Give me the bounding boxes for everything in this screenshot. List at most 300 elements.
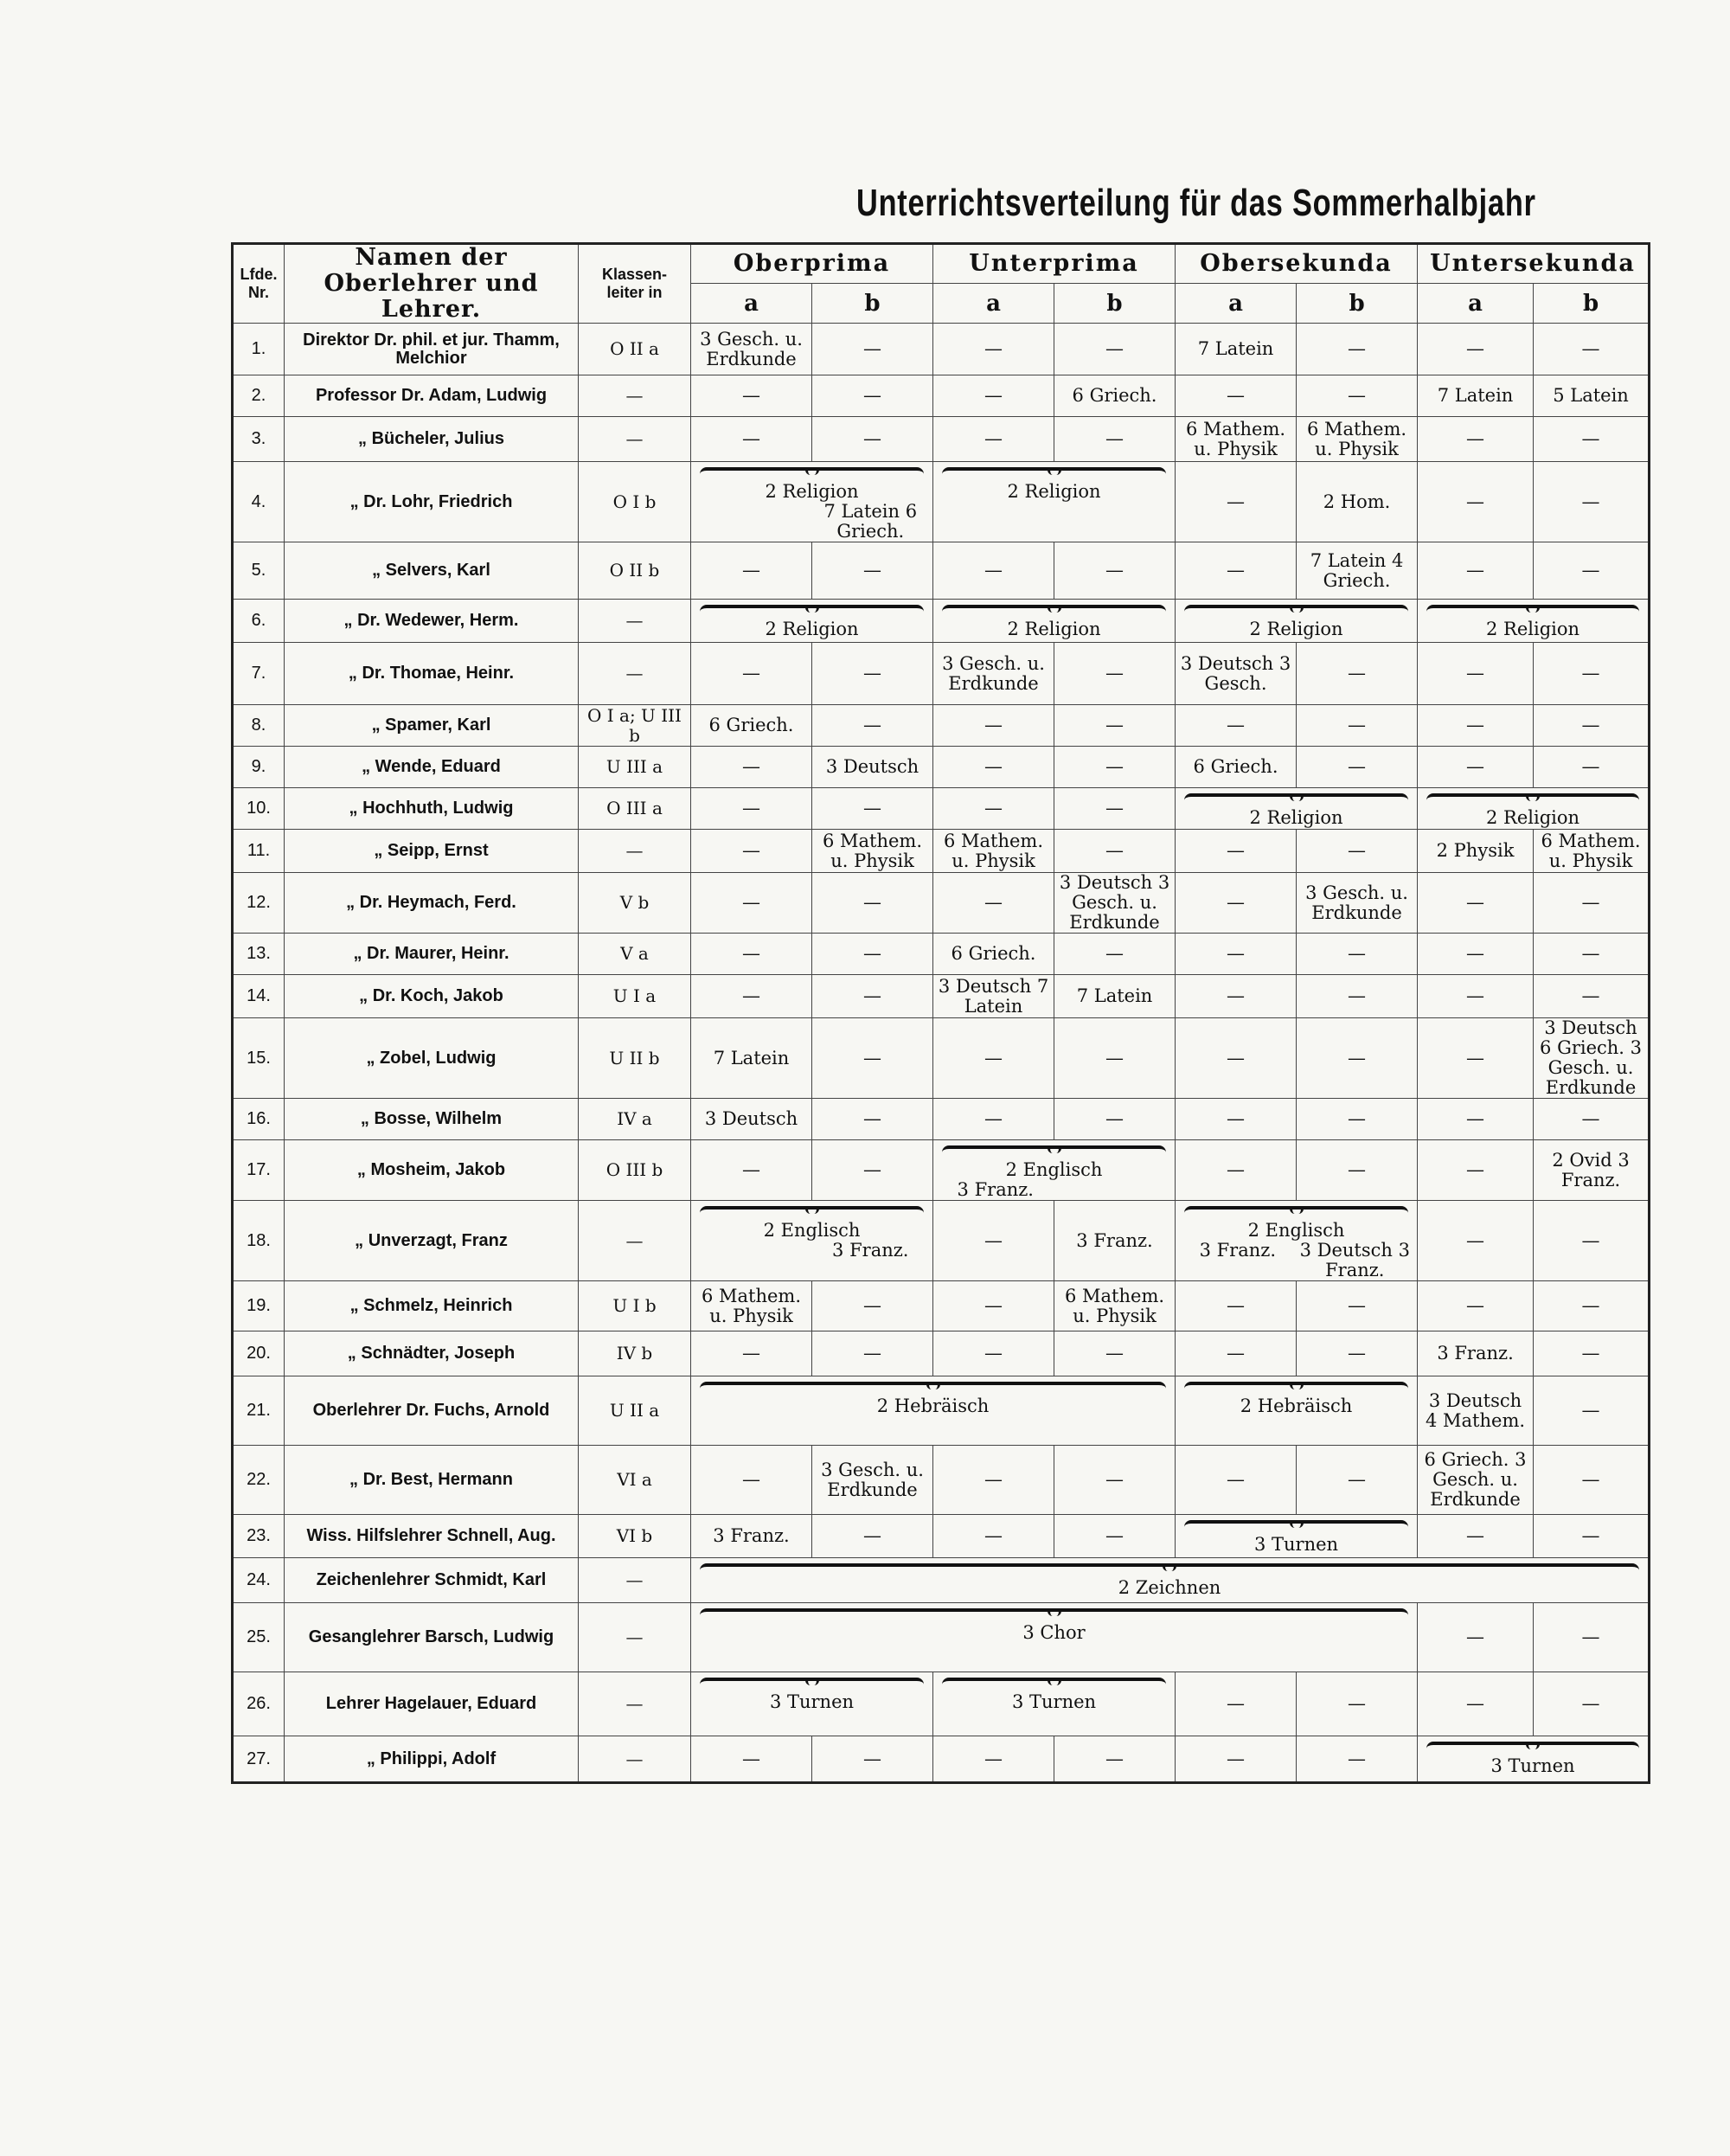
cell-a	[1176, 934, 1297, 975]
cell-text: —	[1348, 1748, 1367, 1769]
cell-b	[1534, 1281, 1650, 1331]
cell-text: 2 Religion	[1249, 619, 1343, 639]
cell-b	[812, 788, 933, 830]
cell-text: —	[1581, 1469, 1600, 1490]
cell-b	[1534, 375, 1650, 417]
row-number	[233, 1736, 285, 1783]
cell-a	[1418, 1331, 1534, 1376]
cell-b	[812, 1099, 933, 1140]
cell-text: —	[863, 1343, 881, 1364]
cell-text: 6 Griech.	[951, 943, 1036, 964]
cell-text: —	[984, 1748, 1003, 1769]
cell-text: —	[1466, 1295, 1485, 1316]
cell-b	[1534, 1446, 1650, 1515]
cell-text: 2 Religion	[1007, 481, 1101, 502]
cell-a	[691, 375, 812, 417]
teacher-name	[285, 324, 579, 375]
cell-text: 4.	[251, 491, 266, 511]
teacher-name	[285, 1736, 579, 1783]
cell-text: —	[1466, 892, 1485, 913]
cell-a	[1418, 375, 1534, 417]
row-number	[233, 600, 285, 643]
teacher-name	[285, 1201, 579, 1281]
header-sub-b: b	[1534, 284, 1650, 324]
teacher-name	[285, 705, 579, 747]
class-leader	[579, 788, 691, 830]
class-leader	[579, 1140, 691, 1201]
cell-a	[1176, 1281, 1297, 1331]
cell-text: —	[863, 1295, 881, 1316]
class-leader	[579, 975, 691, 1018]
class-leader	[579, 1099, 691, 1140]
span-cell	[933, 1672, 1176, 1736]
cell-b	[1534, 1140, 1650, 1201]
cell-text: —	[1581, 985, 1600, 1006]
teacher-name	[285, 1446, 579, 1515]
cell-text: Oberlehrer Dr. Fuchs, Arnold	[312, 1401, 550, 1420]
cell-a	[691, 830, 812, 873]
sub-row	[695, 502, 929, 542]
teacher-name	[285, 1376, 579, 1446]
cell-text: —	[1227, 715, 1246, 735]
cell-a	[1418, 643, 1534, 705]
table-row	[233, 934, 1650, 975]
cell-a	[1418, 934, 1534, 975]
cell-text: —	[1348, 1108, 1367, 1129]
table-row	[233, 1446, 1650, 1515]
cell-text: 3 Gesch. u. Erdkunde	[1305, 882, 1408, 923]
table-row	[233, 1331, 1650, 1376]
cell-text: 9.	[251, 757, 266, 776]
cell-text: „ Schnädter, Joseph	[347, 1344, 516, 1363]
cell-text: 3 Franz.	[1437, 1343, 1514, 1364]
cell-a	[1176, 1140, 1297, 1201]
cell-text: 26.	[247, 1694, 271, 1713]
cell-text: 2 Englisch	[1247, 1220, 1345, 1241]
teacher-name	[285, 417, 579, 462]
cell-a	[933, 643, 1054, 705]
cell-text: —	[742, 798, 760, 818]
cell-a	[1418, 830, 1534, 873]
span-cell	[691, 1603, 1418, 1672]
cell-b	[812, 1140, 933, 1201]
table-row	[233, 324, 1650, 375]
row-number	[233, 1099, 285, 1140]
cell-text: „ Dr. Lohr, Friedrich	[349, 491, 513, 511]
cell-a	[933, 542, 1054, 600]
cell-text: —	[1227, 1343, 1246, 1364]
cell-b	[1297, 1099, 1418, 1140]
cell-text: 3 Franz.	[713, 1525, 790, 1546]
cell-a	[1418, 1140, 1534, 1201]
cell-text: —	[984, 1343, 1003, 1364]
cell-text: —	[1466, 1693, 1485, 1714]
row-number	[233, 1140, 285, 1201]
cell-text: 2 Hebräisch	[876, 1396, 990, 1416]
cell-text: 11.	[247, 841, 271, 860]
cell-text: —	[1348, 756, 1367, 777]
class-leader	[579, 542, 691, 600]
span-cell	[1176, 1376, 1418, 1446]
cell-text: Wiss. Hilfslehrer Schnell, Aug.	[306, 1526, 556, 1545]
cell-text: —	[1348, 985, 1367, 1006]
cell-a	[1176, 1736, 1297, 1783]
cell-text: 8.	[251, 715, 266, 735]
cell-a	[933, 934, 1054, 975]
cell-text: 3 Turnen	[769, 1691, 855, 1712]
row-number	[233, 1376, 285, 1446]
cell-text: 7 Latein	[1076, 985, 1153, 1006]
teacher-name	[285, 873, 579, 934]
cell-text: 18.	[247, 1230, 271, 1250]
cell-a	[691, 542, 812, 600]
class-leader	[579, 747, 691, 788]
class-leader	[579, 600, 691, 643]
table-row	[233, 1281, 1650, 1331]
cell-text: —	[1581, 1229, 1600, 1251]
cell-text: —	[1466, 338, 1485, 359]
cell-text: —	[742, 1159, 760, 1180]
cell-text: —	[1466, 985, 1485, 1006]
cell-text: 25.	[247, 1627, 271, 1646]
cell-text: —	[1227, 892, 1246, 913]
cell-b	[1297, 1672, 1418, 1736]
cell-b	[812, 1281, 933, 1331]
cell-a	[691, 643, 812, 705]
cell-b	[812, 747, 933, 788]
cell-b	[1054, 1446, 1176, 1515]
class-leader	[579, 324, 691, 375]
cell-text: —	[1227, 943, 1246, 964]
cell-text: —	[1466, 943, 1485, 964]
class-leader	[579, 1603, 691, 1672]
cell-text: 1.	[251, 339, 266, 358]
cell-b	[1297, 873, 1418, 934]
cell-text: 3 Gesch. u. Erdkunde	[821, 1459, 924, 1500]
brace-mark	[1426, 793, 1639, 803]
cell-b	[1534, 975, 1650, 1018]
cell-a	[691, 324, 812, 375]
cell-text: 15.	[247, 1048, 271, 1068]
class-leader	[579, 1515, 691, 1558]
cell-b	[1297, 830, 1418, 873]
cell-text: 23.	[247, 1526, 271, 1545]
cell-text: —	[742, 892, 760, 913]
cell-text: —	[984, 385, 1003, 406]
teacher-name	[285, 1558, 579, 1603]
header-sub-b: b	[1054, 284, 1176, 324]
header-sub-a: a	[691, 284, 812, 324]
cell-b	[1297, 1736, 1418, 1783]
cell-a	[1176, 705, 1297, 747]
cell-a	[1418, 1099, 1534, 1140]
cell-text: 6 Mathem. u. Physik	[1307, 418, 1407, 459]
cell-b	[1297, 705, 1418, 747]
cell-text: IV b	[616, 1343, 653, 1364]
cell-b	[1054, 830, 1176, 873]
brace-mark	[1184, 793, 1408, 803]
cell-text: —	[1348, 1693, 1367, 1714]
cell-a	[1176, 542, 1297, 600]
cell-b	[812, 705, 933, 747]
cell-text: —	[984, 1108, 1003, 1129]
cell-text: 22.	[247, 1470, 271, 1489]
cell-text: —	[984, 756, 1003, 777]
page-title: Unterrichtsverteilung für das Sommerhalbjahr	[856, 182, 1536, 224]
cell-a	[1176, 1446, 1297, 1515]
cell-text: Lehrer Hagelauer, Eduard	[325, 1694, 537, 1713]
row-number	[233, 747, 285, 788]
table-row	[233, 643, 1650, 705]
table-row	[233, 600, 1650, 643]
cell-a	[691, 705, 812, 747]
table-row	[233, 1099, 1650, 1140]
table-body	[233, 324, 1650, 1783]
cell-text: —	[742, 840, 760, 861]
cell-a	[1418, 1376, 1534, 1446]
cell-a	[691, 1446, 812, 1515]
cell-b	[1534, 643, 1650, 705]
cell-text: 21.	[247, 1401, 271, 1420]
teacher-name	[285, 643, 579, 705]
cell-text: 7 Latein	[1437, 385, 1514, 406]
table-row	[233, 705, 1650, 747]
cell-text: —	[1581, 943, 1600, 964]
cell-text: —	[1466, 1525, 1485, 1546]
cell-text: —	[1348, 1343, 1367, 1364]
cell-a	[691, 1515, 812, 1558]
cell-text: 3 Turnen	[1011, 1691, 1097, 1712]
cell-b	[1534, 1018, 1650, 1099]
cell-text: —	[1581, 1295, 1600, 1316]
cell-text: —	[625, 1627, 644, 1647]
cell-text: —	[625, 663, 644, 683]
row-number	[233, 542, 285, 600]
cell-a	[691, 788, 812, 830]
cell-a	[933, 1099, 1054, 1140]
cell-text: 2 Religion	[1486, 807, 1580, 828]
cell-a	[1176, 1331, 1297, 1376]
cell-text: U II a	[609, 1400, 660, 1421]
row-number	[233, 462, 285, 542]
cell-text: VI a	[617, 1469, 652, 1490]
cell-text: 3 Turnen	[1490, 1755, 1575, 1776]
cell-text: O III a	[606, 798, 663, 818]
table-row	[233, 873, 1650, 934]
brace-mark	[1184, 1206, 1408, 1216]
class-leader	[579, 873, 691, 934]
cell-b	[812, 1018, 933, 1099]
cell-text: „ Bosse, Wilhelm	[360, 1109, 503, 1128]
cell-text: U I a	[612, 985, 657, 1006]
cell-text: —	[1348, 840, 1367, 861]
span-cell	[691, 1376, 1176, 1446]
cell-text: „ Unverzagt, Franz	[355, 1230, 508, 1250]
cell-text: —	[1227, 1159, 1246, 1180]
cell-text: —	[1348, 1469, 1367, 1490]
header-leiter: Klassen- leiter in	[579, 244, 691, 324]
cell-text: —	[1466, 491, 1485, 512]
table-row	[233, 1558, 1650, 1603]
span-cell	[1418, 1736, 1650, 1783]
cell-b	[1054, 1201, 1176, 1281]
table-row	[233, 462, 1650, 542]
cell-text: 2 Hom.	[1323, 491, 1391, 512]
cell-text: 2 Physik	[1436, 840, 1515, 861]
teacher-name	[285, 1099, 579, 1140]
cell-text: 3 Deutsch	[825, 756, 919, 777]
span-cell	[691, 600, 933, 643]
cell-a	[933, 1018, 1054, 1099]
cell-a	[933, 830, 1054, 873]
cell-text: „ Bücheler, Julius	[358, 429, 504, 448]
cell-text: —	[1348, 943, 1367, 964]
cell-text: 3 Deutsch	[704, 1108, 798, 1129]
brace-mark	[700, 1563, 1639, 1573]
header-sub-b: b	[812, 284, 933, 324]
teacher-name	[285, 830, 579, 873]
brace-mark	[942, 1678, 1166, 1687]
class-leader	[579, 830, 691, 873]
cell-text: —	[1227, 1693, 1246, 1714]
cell-text: —	[1581, 715, 1600, 735]
teacher-name	[285, 1281, 579, 1331]
cell-b	[1054, 324, 1176, 375]
cell-text: 3 Deutsch 7 Latein	[938, 975, 1049, 1017]
cell-text: —	[1105, 715, 1124, 735]
cell-a	[1418, 462, 1534, 542]
cell-text: 3.	[251, 429, 266, 448]
cell-text: 3 Gesch. u. Erdkunde	[942, 652, 1045, 694]
cell-b	[812, 873, 933, 934]
cell-text: 2 Hebräisch	[1240, 1396, 1353, 1416]
table-row	[233, 1018, 1650, 1099]
cell-a	[1176, 375, 1297, 417]
cell-text: —	[863, 1525, 881, 1546]
cell-text: 17.	[247, 1160, 271, 1179]
cell-a	[933, 1446, 1054, 1515]
cell-text: —	[1466, 428, 1485, 449]
cell-text: —	[863, 715, 881, 735]
row-number	[233, 873, 285, 934]
cell-a	[1418, 1446, 1534, 1515]
cell-text: —	[1348, 338, 1367, 359]
cell-text: 2 Ovid 3 Franz.	[1552, 1149, 1630, 1190]
cell-text: —	[1105, 840, 1124, 861]
cell-b	[812, 324, 933, 375]
cell-text: 12.	[247, 893, 271, 912]
cell-text: „ Seipp, Ernst	[374, 841, 489, 860]
row-number	[233, 1603, 285, 1672]
cell-text: 6 Mathem. u. Physik	[943, 830, 1044, 871]
cell-text: „ Zobel, Ludwig	[366, 1048, 497, 1068]
row-number	[233, 975, 285, 1018]
cell-b	[1297, 375, 1418, 417]
cell-text: —	[1581, 756, 1600, 777]
sub-cell-a: 3 Franz.	[1199, 1240, 1276, 1261]
cell-text: 6 Mathem. u. Physik	[822, 830, 923, 871]
cell-text: „ Dr. Wedewer, Herm.	[343, 611, 519, 630]
cell-b	[1054, 873, 1176, 934]
table-row	[233, 975, 1650, 1018]
row-number	[233, 324, 285, 375]
cell-text: —	[863, 892, 881, 913]
teacher-name	[285, 542, 579, 600]
cell-b	[1297, 462, 1418, 542]
cell-text: —	[984, 1469, 1003, 1490]
span-cell	[691, 1672, 933, 1736]
cell-text: —	[1105, 1469, 1124, 1490]
cell-text: „ Dr. Best, Hermann	[349, 1470, 513, 1489]
cell-text: —	[1105, 756, 1124, 777]
cell-b	[1054, 1515, 1176, 1558]
class-leader	[579, 462, 691, 542]
teacher-name	[285, 1140, 579, 1201]
cell-b	[1534, 705, 1650, 747]
cell-text: 2 Englisch	[1005, 1159, 1103, 1180]
sub-cell-b: 3 Deutsch 3 Franz.	[1299, 1240, 1410, 1280]
cell-text: —	[863, 1047, 881, 1068]
cell-text: 2 Religion	[1249, 807, 1343, 828]
cell-text: „ Wende, Eduard	[362, 757, 501, 776]
cell-text: IV a	[617, 1108, 652, 1129]
brace-mark	[1426, 1742, 1639, 1751]
row-number	[233, 705, 285, 747]
cell-text: O I b	[612, 491, 657, 512]
cell-text: —	[863, 1108, 881, 1129]
cell-text: —	[1227, 560, 1246, 581]
cell-b	[1297, 747, 1418, 788]
cell-text: —	[1581, 1108, 1600, 1129]
cell-text: V b	[619, 892, 650, 913]
cell-a	[1176, 462, 1297, 542]
cell-text: —	[742, 428, 760, 449]
cell-text: —	[1227, 840, 1246, 861]
cell-text: „ Dr. Thomae, Heinr.	[348, 664, 515, 683]
cell-b	[1297, 417, 1418, 462]
cell-text: —	[1466, 1047, 1485, 1068]
cell-a	[1176, 1099, 1297, 1140]
cell-text: Professor Dr. Adam, Ludwig	[315, 386, 548, 405]
cell-text: U I b	[612, 1295, 657, 1316]
table-row	[233, 1672, 1650, 1736]
row-number	[233, 1331, 285, 1376]
cell-a	[1418, 1201, 1534, 1281]
cell-text: —	[984, 798, 1003, 818]
cell-b	[1534, 934, 1650, 975]
cell-b	[1297, 1140, 1418, 1201]
span-cell	[1418, 600, 1650, 643]
cell-a	[1418, 1515, 1534, 1558]
cell-text: —	[1466, 663, 1485, 683]
cell-b	[1054, 375, 1176, 417]
cell-text: —	[625, 385, 644, 406]
cell-a	[1176, 417, 1297, 462]
cell-text: 2 Zeichnen	[1118, 1577, 1221, 1598]
cell-b	[1054, 747, 1176, 788]
sub-cell-b	[1054, 1180, 1172, 1200]
cell-a	[1176, 643, 1297, 705]
cell-b	[812, 1515, 933, 1558]
cell-text: —	[863, 798, 881, 818]
cell-b	[1297, 1281, 1418, 1331]
cell-text: —	[1466, 756, 1485, 777]
cell-text: „ Dr. Heymach, Ferd.	[346, 893, 516, 912]
cell-text: 3 Deutsch 6 Griech. 3 Gesch. u. Erdkunde	[1540, 1017, 1643, 1098]
span-cell	[933, 462, 1176, 542]
cell-text: O II a	[610, 338, 659, 359]
class-leader	[579, 1736, 691, 1783]
